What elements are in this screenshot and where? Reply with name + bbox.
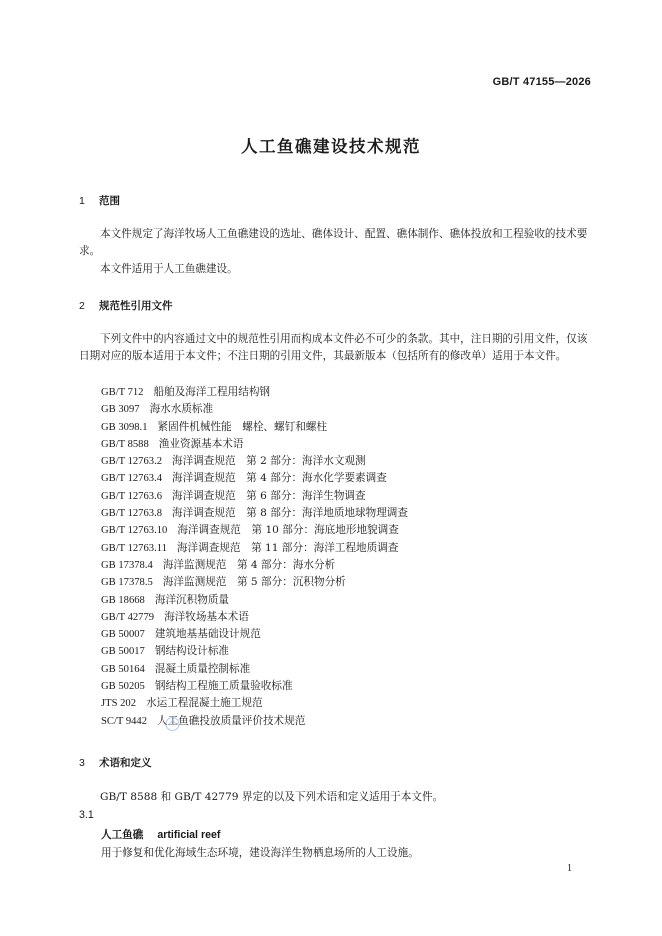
reference-title: 海水水质标准 bbox=[149, 403, 214, 416]
reference-item bbox=[101, 505, 408, 522]
reference-title: 海洋调查规范 第 8 部分：海洋地质地球物理调查 bbox=[172, 507, 408, 520]
section-2-heading bbox=[79, 298, 173, 313]
reference-code: JTS 202 bbox=[101, 698, 137, 710]
reference-title: 混凝土质量控制标准 bbox=[154, 662, 251, 675]
reference-code: GB/T 12763.4 bbox=[101, 473, 163, 485]
reference-title: 海洋监测规范 第 4 部分：海水分析 bbox=[162, 558, 336, 571]
reference-code: GB 50017 bbox=[101, 646, 145, 658]
reference-title: 船舶及海洋工程用结构钢 bbox=[153, 386, 271, 398]
term-entry bbox=[101, 827, 220, 842]
reference-code: SC/T 9442 bbox=[101, 715, 148, 727]
reference-title: 人工鱼礁投放质量评价技术规范 bbox=[157, 714, 306, 727]
section-3-paragraph-1: GB/T 8588 和 GB/T 42779 界定的以及下列术语和定义适用于本文件。 bbox=[100, 791, 444, 803]
section-1-heading bbox=[79, 193, 120, 208]
term-name-zh: 人工鱼礁 bbox=[101, 829, 144, 841]
reference-title: 海洋调查规范 第 2 部分：海洋水文观测 bbox=[172, 455, 366, 468]
standard-code: GB/T 47155—2026 bbox=[492, 76, 591, 88]
reference-code: GB/T 12763.11 bbox=[101, 542, 167, 554]
reference-item bbox=[101, 470, 408, 487]
reference-title: 海洋监测规范 第 5 部分：沉积物分析 bbox=[162, 576, 346, 589]
reference-code: GB/T 8588 bbox=[101, 438, 149, 450]
blue-seal-icon bbox=[164, 716, 181, 732]
reference-item bbox=[101, 643, 408, 660]
reference-code: GB 3097 bbox=[101, 404, 140, 416]
reference-title: 渔业资源基本术语 bbox=[158, 437, 244, 450]
reference-item bbox=[101, 540, 408, 557]
reference-title: 钢结构设计标准 bbox=[154, 645, 230, 658]
reference-code: GB 17378.5 bbox=[101, 577, 153, 589]
reference-title: 海洋调查规范 第 4 部分：海水化学要素调查 bbox=[172, 472, 387, 485]
section-1-paragraph-2: 本文件适用于人工鱼礁建设。 bbox=[100, 263, 238, 275]
section-number: 3 bbox=[79, 757, 85, 769]
section-number: 1 bbox=[79, 195, 85, 207]
reference-item bbox=[101, 661, 408, 678]
reference-code: GB 50164 bbox=[101, 663, 145, 675]
reference-code: GB/T 12763.8 bbox=[101, 508, 163, 520]
section-2-paragraph-1: 下列文件中的内容通过文中的规范性引用而构成本文件必不可少的条款。其中，注日期的引用文件，仅该日期对应的版本适用于本文件；不注日期的引用文件，其最新版本（包括所有的修改单）适用于本文件。 bbox=[79, 333, 588, 363]
section-1-paragraph-1: 本文件规定了海洋牧场人工鱼礁建设的选址、礁体设计、配置、礁体制作、礁体投放和工程验收的技术要求。 bbox=[79, 228, 588, 258]
reference-title: 海洋调查规范 第 11 部分：海洋工程地质调查 bbox=[176, 541, 399, 554]
reference-item bbox=[101, 453, 408, 470]
reference-item bbox=[101, 401, 408, 418]
reference-code: GB/T 12763.10 bbox=[101, 525, 168, 537]
reference-item bbox=[101, 713, 408, 730]
reference-title: 海洋牧场基本术语 bbox=[164, 610, 249, 623]
term-name-en: artificial reef bbox=[157, 829, 221, 841]
page-number: 1 bbox=[567, 863, 572, 874]
reference-item bbox=[101, 436, 408, 453]
reference-item bbox=[101, 419, 408, 436]
reference-item bbox=[101, 695, 408, 712]
reference-code: GB/T 12763.6 bbox=[101, 490, 163, 502]
section-title: 范围 bbox=[99, 195, 120, 207]
reference-code: GB/T 712 bbox=[101, 387, 144, 398]
reference-item bbox=[101, 592, 408, 609]
reference-item bbox=[101, 574, 408, 591]
term-clause-number: 3.1 bbox=[79, 809, 94, 821]
reference-item bbox=[101, 488, 408, 505]
reference-code: GB 50007 bbox=[101, 629, 145, 641]
reference-code: GB 18668 bbox=[101, 594, 145, 606]
section-title: 术语和定义 bbox=[99, 757, 152, 769]
section-3-heading bbox=[79, 755, 152, 770]
reference-title: 海洋调查规范 第 10 部分：海底地形地貌调查 bbox=[177, 524, 399, 537]
section-number: 2 bbox=[79, 300, 85, 312]
reference-code: GB/T 42779 bbox=[101, 611, 155, 623]
document-title: 人工鱼礁建设技术规范 bbox=[241, 137, 421, 156]
reference-code: GB 50205 bbox=[101, 681, 145, 693]
reference-title: 紧固件机械性能 螺栓、螺钉和螺柱 bbox=[157, 420, 327, 433]
reference-item bbox=[101, 609, 408, 626]
reference-title: 钢结构工程施工质量验收标准 bbox=[154, 680, 293, 693]
reference-title: 海洋沉积物质量 bbox=[154, 593, 230, 606]
reference-code: GB 17378.4 bbox=[101, 559, 153, 571]
reference-title: 海洋调查规范 第 6 部分：海洋生物调查 bbox=[172, 489, 366, 502]
normative-references-list bbox=[101, 384, 408, 730]
reference-title: 水运工程混凝土施工规范 bbox=[146, 697, 263, 710]
term-definition: 用于修复和优化海域生态环境，建设海洋生物栖息场所的人工设施。 bbox=[101, 847, 419, 859]
section-title: 规范性引用文件 bbox=[99, 300, 173, 312]
reference-item bbox=[101, 384, 408, 401]
reference-item bbox=[101, 522, 408, 539]
reference-item bbox=[101, 626, 408, 643]
reference-item bbox=[101, 678, 408, 695]
reference-code: GB/T 12763.2 bbox=[101, 456, 163, 468]
reference-code: GB 3098.1 bbox=[101, 421, 148, 433]
reference-title: 建筑地基基础设计规范 bbox=[154, 628, 261, 641]
reference-item bbox=[101, 557, 408, 574]
